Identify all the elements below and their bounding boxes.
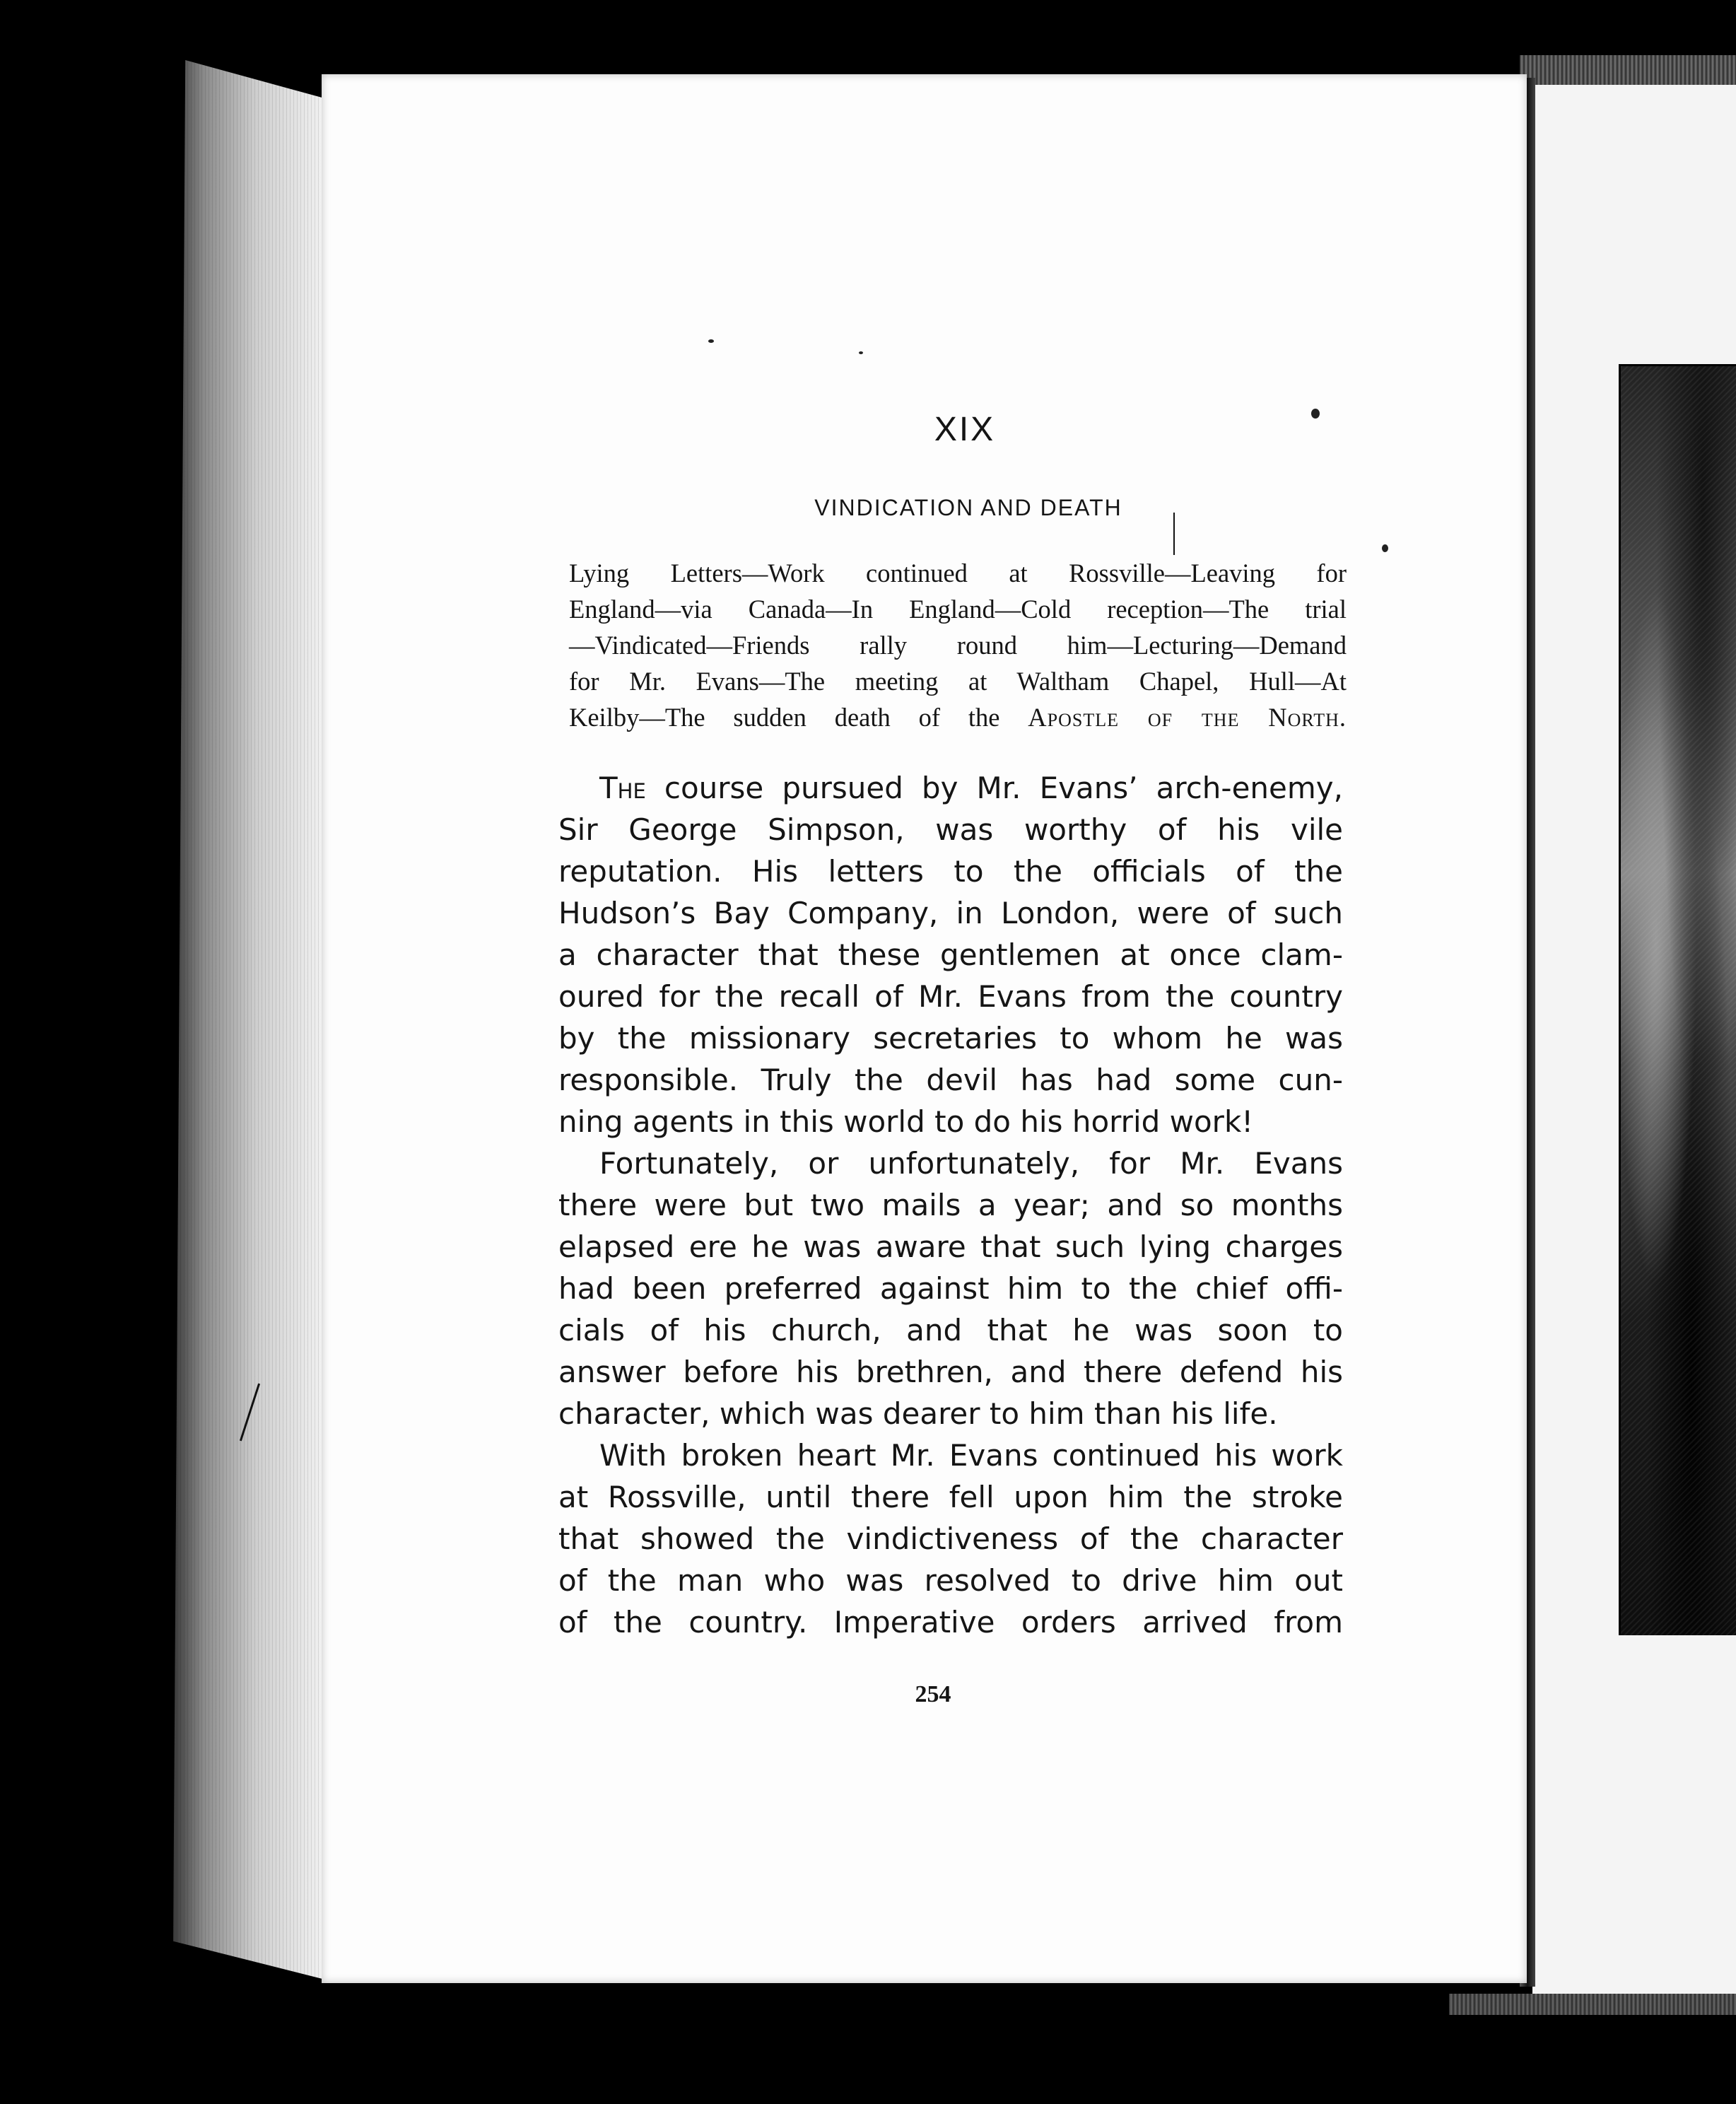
first-line-rest: course pursued by Mr. Evans’ arch-enemy,	[645, 771, 1343, 805]
synopsis-last-prefix: Keilby—The sudden death of the	[569, 703, 1000, 732]
body-line: a character that these gentlemen at once clam-	[558, 937, 1343, 972]
chapter-synopsis	[569, 555, 1347, 735]
page-edge-stack	[173, 60, 325, 1980]
scan-speck	[1382, 544, 1388, 552]
body-line: answer before his brethren, and there defend his	[558, 1355, 1343, 1389]
body-line: by the missionary secretaries to whom he was	[558, 1021, 1343, 1056]
body-line: oured for the recall of Mr. Evans from the country	[558, 979, 1343, 1014]
body-line: cials of his church, and that he was soon to	[558, 1313, 1343, 1348]
opening-word: The	[599, 771, 646, 805]
body-line: had been preferred against him to the chief offi-	[558, 1271, 1343, 1306]
body-text	[558, 767, 1343, 1643]
body-line: Sir George Simpson, was worthy of his vile	[558, 812, 1343, 847]
body-line: of the man who was resolved to drive him out	[558, 1563, 1343, 1598]
synopsis-line: for Mr. Evans—The meeting at Waltham Chapel, Hull—At	[569, 667, 1347, 696]
paragraph-1-first-line	[558, 767, 1343, 809]
body-line: character, which was dearer to him than his life.	[558, 1396, 1278, 1431]
body-line: there were but two mails a year; and so months	[558, 1188, 1343, 1222]
synopsis-line-last	[569, 699, 1347, 735]
chapter-number: XIX	[934, 411, 996, 448]
body-line: that showed the vindictiveness of the character	[558, 1521, 1343, 1556]
synopsis-apostle-smallcaps: Apostle of the North.	[1028, 703, 1347, 732]
synopsis-line: —Vindicated—Friends rally round him—Lecturing—Demand	[569, 631, 1347, 660]
body-line: reputation. His letters to the officials of the	[558, 854, 1343, 889]
paragraph-2-first-line: Fortunately, or unfortunately, for Mr. Evans	[599, 1146, 1343, 1181]
paragraph-3-first-line: With broken heart Mr. Evans continued his work	[599, 1438, 1343, 1473]
synopsis-line: Lying Letters—Work continued at Rossville—Leaving for	[569, 559, 1347, 588]
chapter-title: VINDICATION AND DEATH	[814, 495, 1122, 520]
body-line: responsible. Truly the devil has had some cun-	[558, 1063, 1343, 1097]
body-line: elapsed ere he was aware that such lying charges	[558, 1229, 1343, 1264]
scan-speck	[1311, 409, 1320, 419]
body-line: ning agents in this world to do his horrid work!	[558, 1104, 1254, 1139]
body-line: at Rossville, until there fell upon him the stroke	[558, 1480, 1343, 1514]
body-line: of the country. Imperative orders arrived from	[558, 1605, 1343, 1640]
synopsis-line: England—via Canada—In England—Cold reception—The trial	[569, 595, 1347, 624]
scan-speck	[708, 339, 714, 343]
scan-mark	[1173, 513, 1175, 555]
illustration-plate	[1619, 364, 1736, 1635]
scan-speck	[859, 351, 863, 354]
binding-cloth-bottom	[1449, 1994, 1736, 2015]
body-line: Hudson’s Bay Company, in London, were of such	[558, 896, 1343, 930]
page-number: 254	[915, 1681, 951, 1707]
